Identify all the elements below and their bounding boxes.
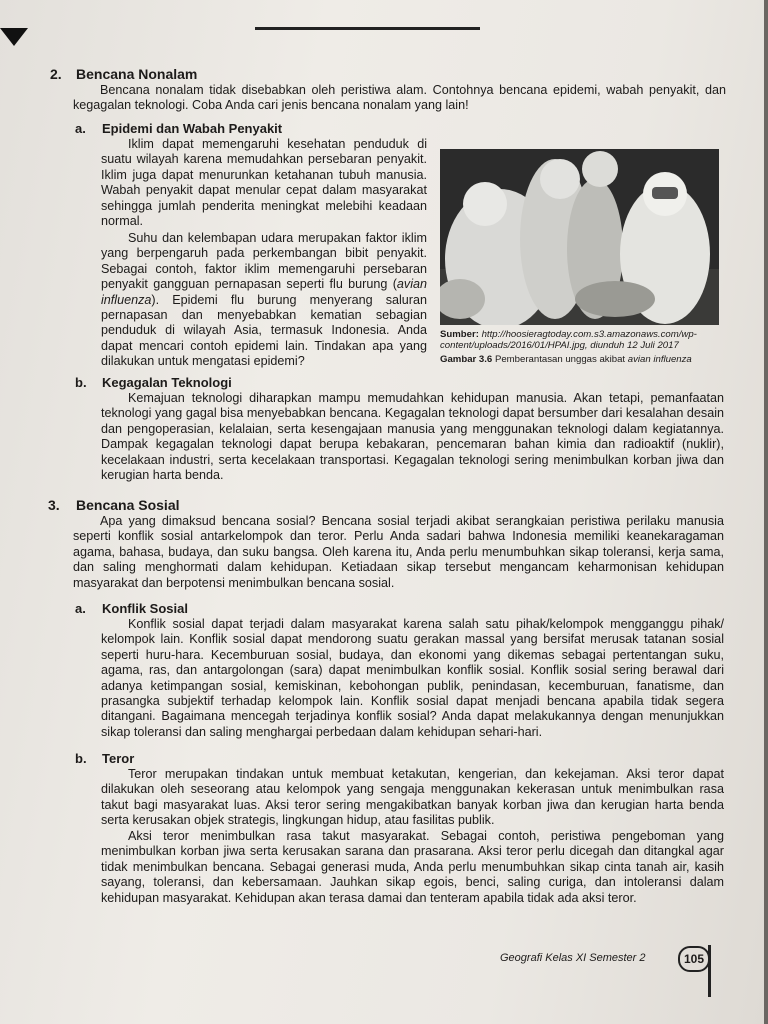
subsection-letter: b.: [75, 375, 87, 390]
subsection-title: Epidemi dan Wabah Penyakit: [102, 121, 283, 136]
subsection-title: Kegagalan Teknologi: [102, 375, 232, 390]
section-intro: Apa yang dimaksud bencana sosial? Bencana sosial terjadi akibat serangkaian peristiwa perilaku manusia seperti konflik sosial antarkelompok dan teror. Perlu Anda sadari bahwa Indonesia memiliki keanekaragaman agama, bahasa, budaya, dan suku bangsa. Oleh karena itu, Anda perlu menumbuhkan sikap toleransi, kerja sama, dan saling menghormati dalam kehidupan. Ketiadaan sikap tersebut mengancam keharmonisan kehidupan masyarakat dan berpotensi menimbulkan bencana sosial.: [73, 514, 724, 590]
hazmat-workers-photo: [440, 149, 719, 325]
paragraph: Teror merupakan tindakan untuk membuat ketakutan, kengerian, dan kekejaman. Aksi teror dapat dilakukan oleh seseorang atau kelompok yang sengaja menggunakan kekerasan untuk menimbulkan rasa takut bagi masyarakat luas. Aksi teror sering mengakibatkan banyak korban jiwa dan kerugian harta benda serta kerusakan objek strategis, lingkungan hidup, atau fasilitas publik.: [101, 767, 724, 828]
corner-mark: [0, 28, 28, 46]
paragraph: Aksi teror menimbulkan rasa takut masyarakat. Sebagai contoh, peristiwa pengeboman yang menimbulkan korban jiwa serta kerusakan sarana dan prasarana. Aksi teror perlu dicegah dan ditangkal agar tidak menimbulkan bencana. Sebagai generasi muda, Anda perlu menumbuhkan sikap cinta tanah air, kasih sayang, toleransi, dan kebersamaan. Jauhkan sikap egois, benci, saling curiga, dan intoleransi dalam kehidupan masyarakat. Kehidupan akan terasa damai dan tenteram apabila tidak ada aksi teror.: [101, 829, 724, 905]
figure-photo: [440, 149, 719, 325]
section-number: 3.: [48, 497, 60, 513]
section-intro: Bencana nonalam tidak disebabkan oleh peristiwa alam. Contohnya bencana epidemi, wabah penyakit, dan kegagalan teknologi. Coba Anda cari jenis bencana nonalam yang lain!: [73, 83, 726, 113]
binding-edge: [764, 0, 768, 1024]
section-title: Bencana Nonalam: [76, 66, 198, 82]
figure-caption: Gambar 3.6 Pemberantasan unggas akibat avian influenza: [440, 354, 692, 365]
subsection-letter: b.: [75, 751, 87, 766]
figure-source: Sumber: http://hoosieragtoday.com.s3.amazonaws.com/wp-content/uploads/2016/01/HPAI.jpg, diunduh 12 Juli 2017: [440, 329, 697, 351]
paragraph: Konflik sosial dapat terjadi dalam masyarakat karena salah satu pihak/kelompok mengganggu pihak/ kelompok lain. Konflik sosial dapat mendorong suatu gerakan massal yang bersifat merusak tatanan sosial seperti huru-hara. Kecemburuan sosial, budaya, dan ekonomi yang dikemas sebagai pertentangan suku, agama, ras, dan antargolongan (sara) dapat menimbulkan konflik sosial. Konflik sosial sering berawal dari adanya ketimpangan sosial, kemiskinan, kebohongan publik, penindasan, kecemburuan, fanatisme, dan prasangka subjektif terhadap kelompok lain. Konflik sosial dapat menjadi bencana apabila tidak segera ditangani. Bagaimana mencegah terjadinya konflik sosial? Anda dapat melakukannya dengan menunjukkan sikap toleransi dan saling menghargai perbedaan dalam kehidupan sehari-hari.: [101, 617, 724, 739]
footer-bar: [708, 945, 711, 997]
footer-book-title: Geografi Kelas XI Semester 2: [500, 952, 646, 964]
paragraph: Kemajuan teknologi diharapkan mampu memudahkan kehidupan manusia. Akan tetapi, pemanfaatan teknologi yang gagal bisa menyebabkan bencana. Kegagalan teknologi dapat bersumber dari kesalahan desain dan pengoperasian, kelalaian, serta kesengajaan manusia yang menggunakan teknologi dalam kegiatannya. Dampak kegagalan teknologi dapat berupa kebakaran, pencemaran bahan kimia dan radioaktif (nuklir), kecelakaan industri, serta kecelakaan transportasi. Kegagalan teknologi sering menimbulkan korban jiwa dan kerugian harta benda.: [101, 391, 724, 483]
section-number: 2.: [50, 66, 62, 82]
paragraph: Iklim dapat memengaruhi kesehatan penduduk di suatu wilayah karena memudahkan persebaran penyakit. Iklim juga dapat menurunkan ketahanan tubuh manusia. Wabah penyakit dapat menular cepat dalam masyarakat sehingga jumlah penderita meningkat melebihi keadaan normal.: [101, 137, 427, 229]
subsection-title: Teror: [102, 751, 135, 766]
subsection-letter: a.: [75, 121, 86, 136]
page-number: 105: [678, 946, 710, 972]
top-rule: [255, 27, 480, 30]
section-title: Bencana Sosial: [76, 497, 180, 513]
subsection-letter: a.: [75, 601, 86, 616]
subsection-title: Konflik Sosial: [102, 601, 188, 616]
paragraph: Suhu dan kelembapan udara merupakan faktor iklim yang berpengaruh pada perkembangan bibit penyakit. Sebagai contoh, faktor iklim memengaruhi persebaran penyakit gangguan pernapasan seperti flu burung (avian influenza). Epidemi flu burung menyerang saluran pernapasan dan menyebabkan kematian sebagian penduduk di wilayah Asia, termasuk Indonesia. Anda dapat mencari contoh epidemi lain. Tindakan apa yang dilakukan untuk mengatasi epidemi?: [101, 231, 427, 369]
